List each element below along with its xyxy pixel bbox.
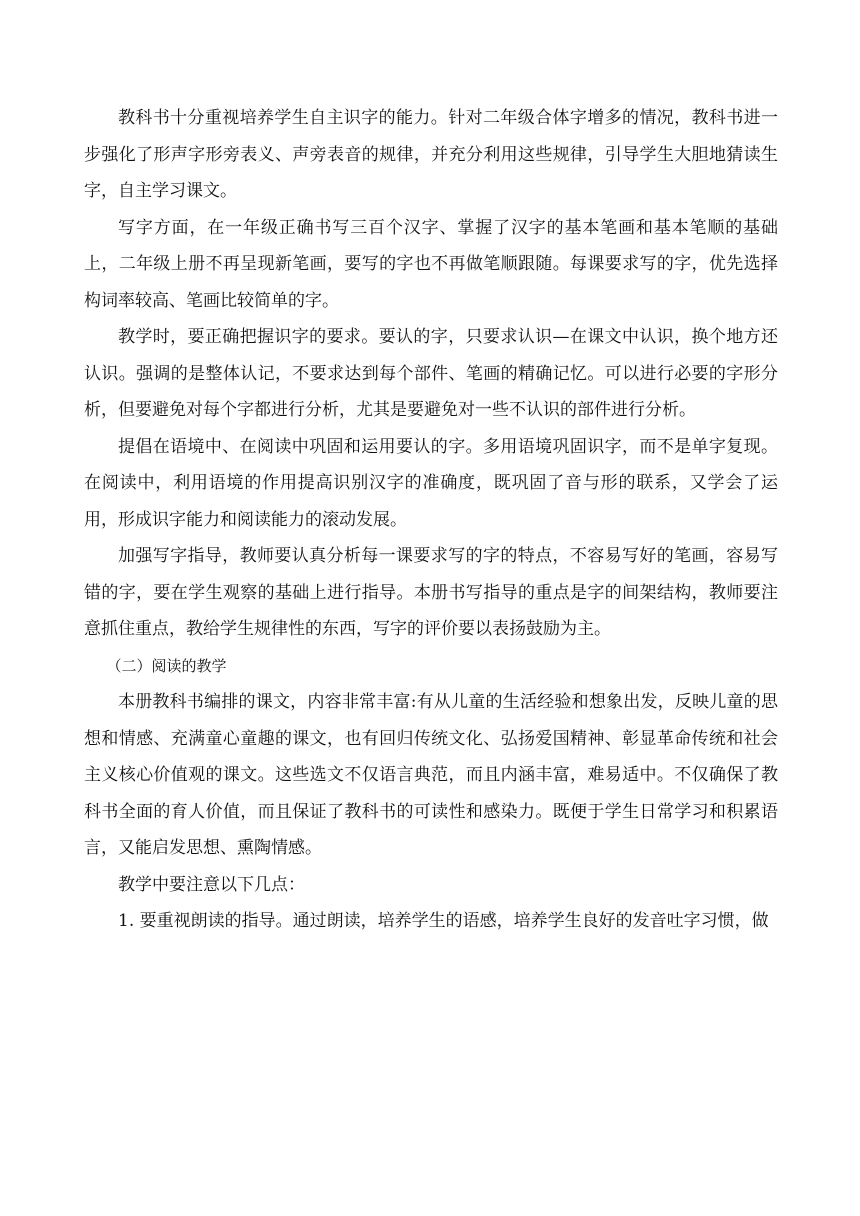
paragraph-writing: 写字方面，在一年级正确书写三百个汉字、掌握了汉字的基本笔画和基本笔顺的基础上，二年级上册不再呈现新笔画，要写的字也不再做笔顺跟随。每课要求写的字，优先选择构词率较高、笔画比较简单的字。: [84, 217, 778, 311]
document-page: [84, 100, 778, 940]
paragraph-teaching-requirements: 教学时，要正确把握识字的要求。要认的字，只要求认识—在课文中认识，换个地方还认识。强调的是整体认记，不要求达到每个部件、笔画的精确记忆。可以进行必要的字形分析，但要避免对每个字都进行分析，尤其是要避免对一些不认识的部件进行分析。: [84, 327, 778, 420]
paragraph-self-literacy: 教科书十分重视培养学生自主识字的能力。针对二年级合体字增多的情况，教科书进一步强化了形声字形旁表义、声旁表音的规律，并充分利用这些规律，引导学生大胆地猜读生字，自主学习课文。: [84, 108, 778, 201]
paragraph-context-reading: 提倡在语境中、在阅读中巩固和运用要认的字。多用语境巩固识字，而不是单字复现。在阅读中，利用语境的作用提高识别汉字的准确度，既巩固了音与形的联系，又学会了运用，形成识字能力和阅读能力的滚动发展。: [84, 436, 778, 530]
list-item-reading-aloud: 1. 要重视朗读的指导。通过朗读，培养学生的语感，培养学生良好的发音吐字习惯，做: [118, 911, 769, 931]
paragraph-points-intro: 教学中要注意以下几点：: [118, 874, 305, 895]
paragraph-writing-guidance: 加强写字指导，教师要认真分析每一课要求写的字的特点，不容易写好的笔画，容易写错的字，要在学生观察的基础上进行指导。本册书写指导的重点是字的间架结构，教师要注意抓住重点，教给学生规律性的东西，写字的评价要以表扬鼓励为主。: [84, 546, 778, 639]
section-heading-reading: （二）阅读的教学: [106, 656, 227, 675]
paragraph-textbook-content: 本册教科书编排的课文，内容非常丰富:有从儿童的生活经验和想象出发，反映儿童的思想和情感、充满童心童趣的课文，也有回归传统文化、弘扬爱国精神、彰显革命传统和社会主义核心价值观的课文。这些选文不仅语言典范，而且内涵丰富，难易适中。不仅确保了教科书全面的育人价值，而且保证了教科书的可读性和感染力。既便于学生日常学习和积累语言，又能启发思想、熏陶情感。: [84, 692, 778, 858]
